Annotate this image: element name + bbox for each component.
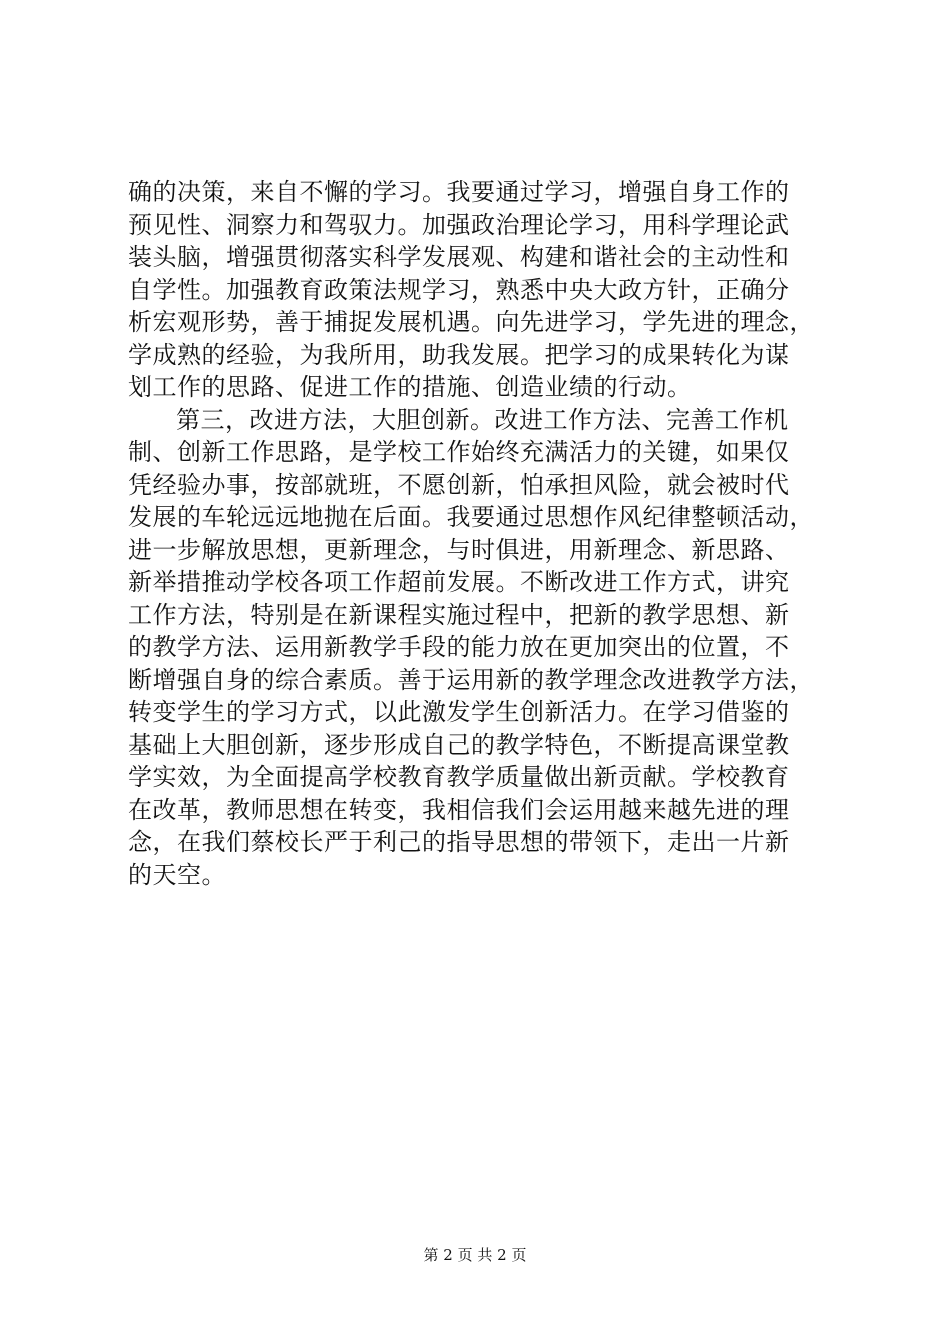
text-line: 学实效，为全面提高学校教育教学质量做出新贡献。学校教育 — [128, 763, 790, 791]
text-line: 工作方法，特别是在新课程实施过程中，把新的教学思想、新 — [128, 600, 790, 629]
text-line: 在改革，教师思想在转变，我相信我们会运用越来越先进的理 — [128, 795, 790, 824]
text-line: 确的决策，来自不懈的学习。我要通过学习，增强自身工作的 — [128, 178, 790, 206]
paragraph-first-line: 第三，改进方法，大胆创新。改进工作方法、完善工作机 — [176, 405, 789, 434]
text-line: 析宏观形势，善于捕捉发展机遇。向先进学习，学先进的理念， — [128, 308, 814, 336]
text-line: 装头脑，增强贯彻落实科学发展观、构建和谐社会的主动性和 — [128, 243, 790, 271]
text-line: 制、创新工作思路，是学校工作始终充满活力的关键，如果仅 — [128, 438, 790, 466]
text-line: 基础上大胆创新，逐步形成自己的教学特色，不断提高课堂教 — [128, 730, 790, 759]
document-body — [128, 176, 848, 891]
page-footer — [0, 1245, 950, 1265]
text-line: 新举措推动学校各项工作超前发展。不断改进工作方式，讲究 — [128, 568, 790, 596]
page-number: 第 2 页 共 2 页 — [423, 1246, 527, 1264]
text-line: 的天空。 — [128, 860, 226, 889]
text-line: 自学性。加强教育政策法规学习，熟悉中央大政方针，正确分 — [128, 275, 790, 304]
text-line: 凭经验办事，按部就班，不愿创新，怕承担风险，就会被时代 — [128, 470, 790, 499]
text-line: 的教学方法、运用新教学手段的能力放在更加突出的位置，不 — [128, 633, 790, 661]
text-line: 预见性、洞察力和驾驭力。加强政治理论学习，用科学理论武 — [128, 210, 790, 239]
text-line: 念，在我们蔡校长严于利己的指导思想的带领下，走出一片新 — [128, 828, 790, 856]
text-line: 转变学生的学习方式，以此激发学生创新活力。在学习借鉴的 — [128, 698, 790, 726]
text-line: 学成熟的经验，为我所用，助我发展。把学习的成果转化为谋 — [128, 340, 790, 369]
text-line: 断增强自身的综合素质。善于运用新的教学理念改进教学方法， — [128, 665, 814, 694]
text-line: 发展的车轮远远地抛在后面。我要通过思想作风纪律整顿活动， — [128, 503, 814, 531]
text-line: 进一步解放思想，更新理念，与时俱进，用新理念、新思路、 — [128, 535, 790, 564]
text-line: 划工作的思路、促进工作的措施、创造业绩的行动。 — [128, 373, 692, 401]
